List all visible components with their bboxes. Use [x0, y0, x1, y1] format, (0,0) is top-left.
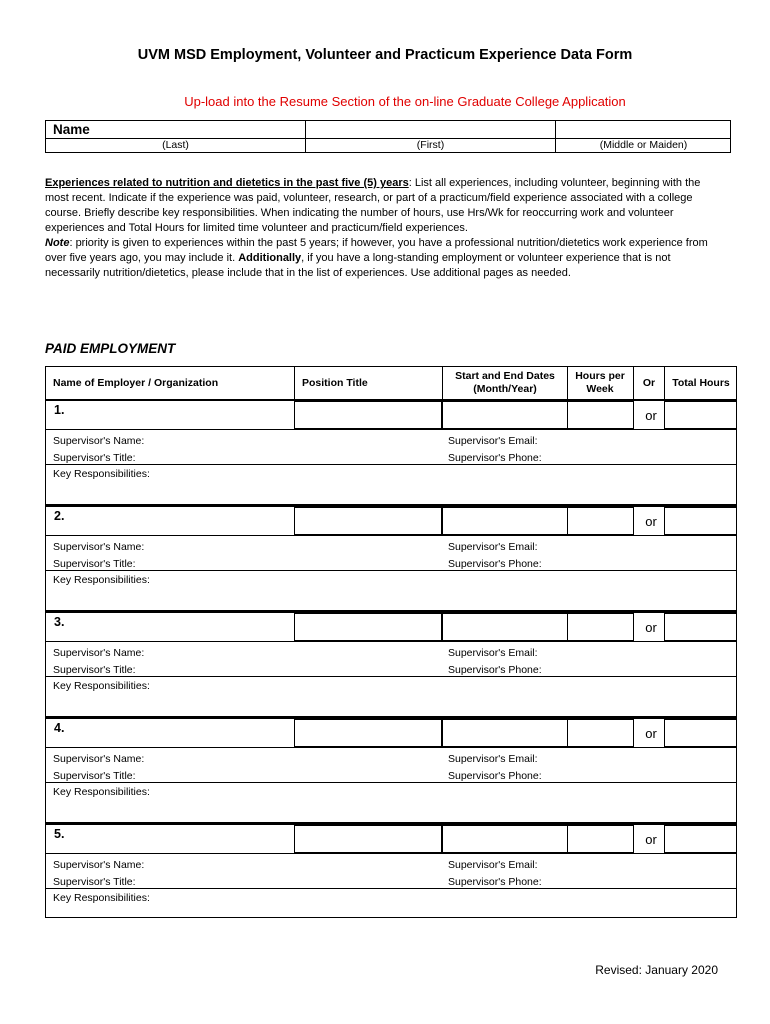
or-label: or [645, 408, 657, 423]
total-hours-input[interactable] [664, 719, 737, 747]
or-label: or [645, 726, 657, 741]
total-hours-input[interactable] [664, 613, 737, 641]
revised-date: Revised: January 2020 [595, 963, 718, 977]
entry-number: 2. [54, 509, 65, 523]
instructions-text: : List all experiences, including volunteer, beginning with the most recent. Indicate if the experience was paid, volunteer, research, or part of a practicum/field experience associated with a college course. Briefly describe key responsibilities. When indicating the number of hours, use Hrs/Wk for reoccurring work and volunteer experiences and Total Hours for limited time volunteer and practicum/field experiences. [45, 177, 701, 234]
supervisor-title-label[interactable]: Supervisor's Title: [53, 558, 136, 570]
entry-number: 1. [54, 403, 65, 417]
position-input[interactable] [294, 613, 442, 641]
total-hours-input[interactable] [664, 507, 737, 535]
supervisor-title-label[interactable]: Supervisor's Title: [53, 452, 136, 464]
name-label: Name [53, 122, 90, 137]
last-label: (Last) [162, 139, 189, 151]
position-input[interactable] [294, 401, 442, 429]
header-or: Or [642, 377, 656, 389]
employer-input[interactable] [46, 719, 294, 747]
hours-per-week-input[interactable] [567, 719, 634, 747]
form-title: UVM MSD Employment, Volunteer and Practicum Experience Data Form [137, 47, 633, 63]
supervisor-title-label[interactable]: Supervisor's Title: [53, 876, 136, 888]
supervisor-name-label[interactable]: Supervisor's Name: [53, 859, 145, 871]
dates-input[interactable] [442, 719, 568, 747]
supervisor-name-label[interactable]: Supervisor's Name: [53, 541, 145, 553]
supervisor-phone-label[interactable]: Supervisor's Phone: [448, 664, 542, 676]
table-row [46, 507, 736, 613]
hours-per-week-input[interactable] [567, 401, 634, 429]
header-dates: Start and End Dates (Month/Year) [455, 370, 555, 395]
key-responsibilities-label[interactable]: Key Responsibilities: [53, 786, 150, 798]
note-text: : priority is given to experiences within the past 5 years; if however, you have a professional nutrition/dietetics work experience from over five years ago, you may include it. [45, 237, 708, 264]
instructions [45, 176, 725, 281]
header-total-hours: Total Hours [672, 377, 730, 389]
employment-table [45, 366, 737, 918]
supervisor-title-label[interactable]: Supervisor's Title: [53, 770, 136, 782]
key-responsibilities-label[interactable]: Key Responsibilities: [53, 892, 150, 904]
supervisor-title-label[interactable]: Supervisor's Title: [53, 664, 136, 676]
note-text-2: , if you have a long-standing employment or volunteer experience that is not necessarily nutrition/dietetics, please include that in the list of experiences. Use additional pages as needed. [45, 252, 671, 279]
supervisor-email-label[interactable]: Supervisor's Email: [448, 435, 538, 447]
employer-input[interactable] [46, 825, 294, 853]
table-row [46, 719, 736, 825]
key-responsibilities-label[interactable]: Key Responsibilities: [53, 468, 150, 480]
header-hours: Hours per Week [575, 370, 625, 395]
upload-instruction: Up-load into the Resume Section of the on-line Graduate College Application [184, 94, 626, 109]
supervisor-email-label[interactable]: Supervisor's Email: [448, 647, 538, 659]
supervisor-name-label[interactable]: Supervisor's Name: [53, 647, 145, 659]
header-position: Position Title [302, 377, 368, 389]
hours-per-week-input[interactable] [567, 825, 634, 853]
first-label: (First) [416, 139, 445, 151]
supervisor-name-label[interactable]: Supervisor's Name: [53, 435, 145, 447]
hours-per-week-input[interactable] [567, 507, 634, 535]
supervisor-email-label[interactable]: Supervisor's Email: [448, 541, 538, 553]
employer-input[interactable] [46, 507, 294, 535]
table-header [46, 367, 736, 401]
supervisor-phone-label[interactable]: Supervisor's Phone: [448, 770, 542, 782]
employer-input[interactable] [46, 401, 294, 429]
table-row [46, 825, 736, 917]
header-employer: Name of Employer / Organization [53, 377, 219, 389]
supervisor-email-label[interactable]: Supervisor's Email: [448, 753, 538, 765]
key-responsibilities-label[interactable]: Key Responsibilities: [53, 574, 150, 586]
supervisor-name-label[interactable]: Supervisor's Name: [53, 753, 145, 765]
or-label: or [645, 620, 657, 635]
table-row [46, 401, 736, 507]
dates-input[interactable] [442, 613, 568, 641]
position-input[interactable] [294, 825, 442, 853]
supervisor-phone-label[interactable]: Supervisor's Phone: [448, 876, 542, 888]
or-label: or [645, 832, 657, 847]
dates-input[interactable] [442, 401, 568, 429]
position-input[interactable] [294, 719, 442, 747]
key-responsibilities-label[interactable]: Key Responsibilities: [53, 680, 150, 692]
entry-number: 4. [54, 721, 65, 735]
supervisor-email-label[interactable]: Supervisor's Email: [448, 859, 538, 871]
entry-number: 3. [54, 615, 65, 629]
supervisor-phone-label[interactable]: Supervisor's Phone: [448, 452, 542, 464]
section-heading: PAID EMPLOYMENT [45, 341, 176, 356]
total-hours-input[interactable] [664, 401, 737, 429]
hours-per-week-input[interactable] [567, 613, 634, 641]
instructions-heading: Experiences related to nutrition and dietetics in the past five (5) years [45, 177, 409, 189]
additionally-label: Additionally [238, 252, 302, 264]
position-input[interactable] [294, 507, 442, 535]
name-table [45, 120, 731, 153]
note-label: Note [45, 237, 70, 249]
employer-input[interactable] [46, 613, 294, 641]
last-name-input[interactable] [306, 121, 555, 138]
middle-label: (Middle or Maiden) [599, 139, 688, 151]
total-hours-input[interactable] [664, 825, 737, 853]
supervisor-phone-label[interactable]: Supervisor's Phone: [448, 558, 542, 570]
or-label: or [645, 514, 657, 529]
dates-input[interactable] [442, 507, 568, 535]
dates-input[interactable] [442, 825, 568, 853]
middle-name-input[interactable] [556, 121, 730, 138]
table-row [46, 613, 736, 719]
entry-number: 5. [54, 827, 65, 841]
